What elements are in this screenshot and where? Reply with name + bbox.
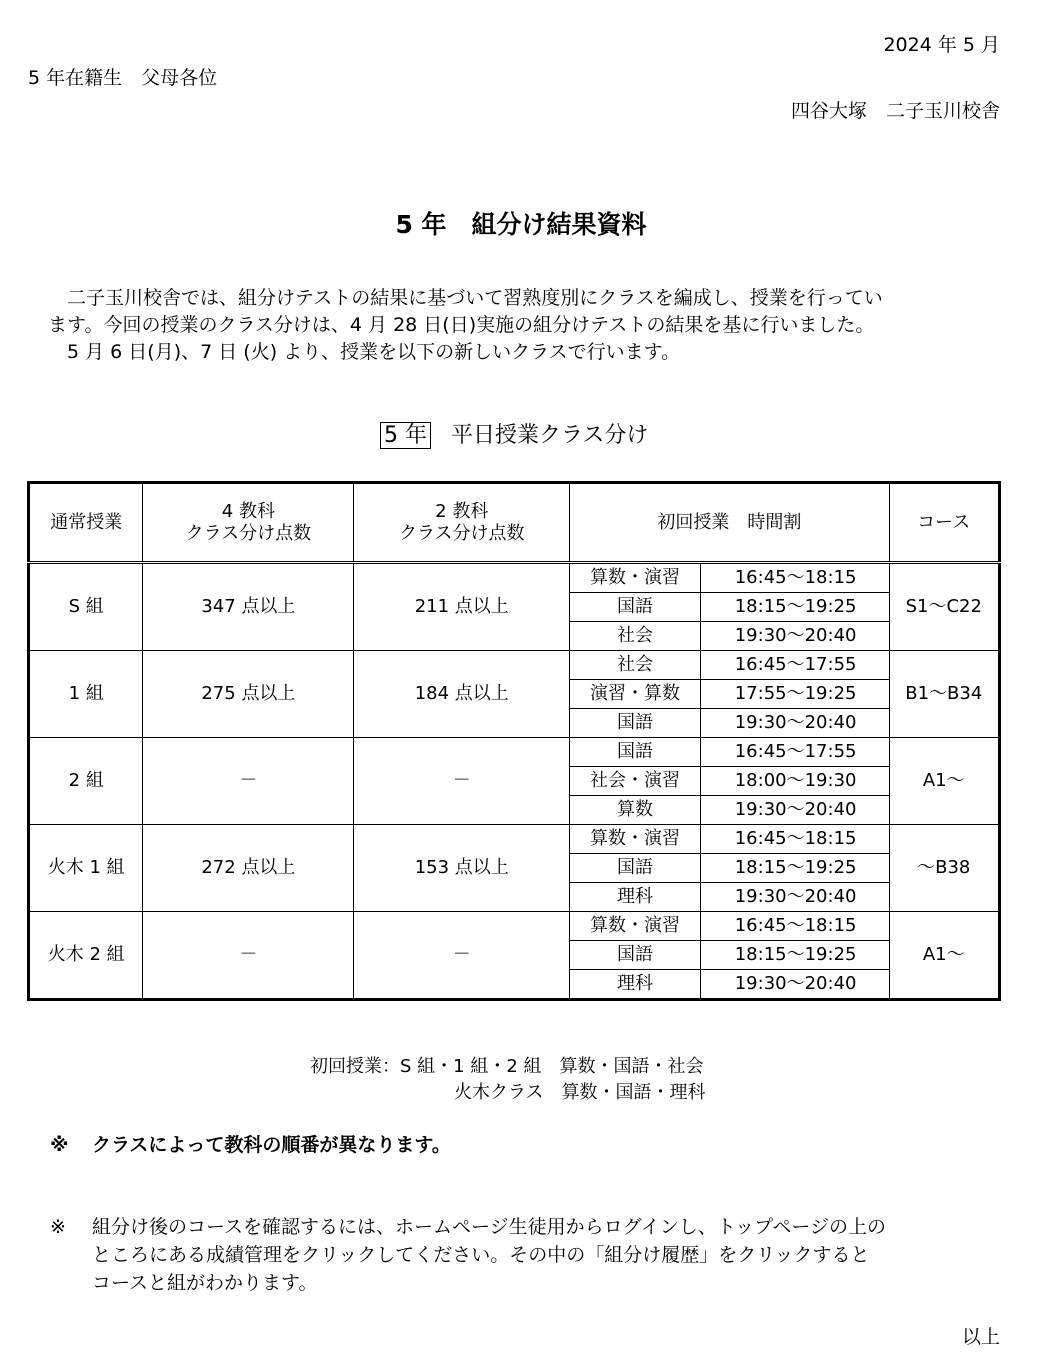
intro-line-2: ます。今回の授業のクラス分けは、4 月 28 日(日)実施の組分けテストの結果を基に行いました。 — [48, 314, 875, 336]
time-cell: 17:55～19:25 — [700, 680, 889, 709]
subject-cell: 社会 — [570, 622, 701, 651]
table-row — [29, 651, 1000, 680]
class-name-cell: S 組 — [29, 563, 143, 651]
course-cell: A1～ — [889, 738, 1000, 825]
score4-cell: 272 点以上 — [143, 825, 354, 912]
time-cell: 16:45～18:15 — [700, 825, 889, 854]
header-score4: 4 教科 クラス分け点数 — [143, 483, 354, 563]
time-cell: 18:00～19:30 — [700, 767, 889, 796]
subject-cell: 算数・演習 — [570, 912, 701, 941]
recipient-line: 5 年在籍生 父母各位 — [28, 67, 218, 89]
subject-cell: 算数・演習 — [570, 563, 701, 593]
note-mark: ※ — [50, 1216, 66, 1238]
time-cell: 16:45～18:15 — [700, 563, 889, 593]
score2-cell: 184 点以上 — [354, 651, 570, 738]
subject-cell: 国語 — [570, 854, 701, 883]
class-schedule-table — [27, 481, 1001, 1001]
subject-cell: 理科 — [570, 970, 701, 1000]
time-cell: 18:15～19:25 — [700, 941, 889, 970]
table-row — [29, 563, 1000, 593]
score4-cell: 347 点以上 — [143, 563, 354, 651]
score4-cell: － — [143, 912, 354, 1000]
document-title: 5 年 組分け結果資料 — [395, 210, 647, 239]
time-cell: 18:15～19:25 — [700, 854, 889, 883]
note-course-check-line-3: コースと組がわかります。 — [92, 1272, 318, 1294]
score2-cell: 153 点以上 — [354, 825, 570, 912]
intro-line-3: 5 月 6 日(月)、7 日 (火) より、授業を以下の新しいクラスで行います。 — [67, 341, 681, 363]
subject-cell: 国語 — [570, 941, 701, 970]
class-name-cell: 火木 1 組 — [29, 825, 143, 912]
score2-cell: － — [354, 738, 570, 825]
time-cell: 16:45～17:55 — [700, 738, 889, 767]
score2-cell: － — [354, 912, 570, 1000]
score4-cell: 275 点以上 — [143, 651, 354, 738]
section-subtitle — [380, 418, 648, 449]
time-cell: 19:30～20:40 — [700, 883, 889, 912]
time-cell: 16:45～18:15 — [700, 912, 889, 941]
score4-cell: － — [143, 738, 354, 825]
first-class-note-line-1: 初回授業：S 組・1 組・2 組 算数・国語・社会 — [310, 1056, 704, 1077]
class-name-cell: 火木 2 組 — [29, 912, 143, 1000]
course-cell: ～B38 — [889, 825, 1000, 912]
header-score2: 2 教科 クラス分け点数 — [354, 483, 570, 563]
time-cell: 19:30～20:40 — [700, 796, 889, 825]
note-mark: ※ — [50, 1134, 69, 1156]
note-subject-order: ※ クラスによって教科の順番が異なります。 — [50, 1134, 451, 1156]
table-row — [29, 738, 1000, 767]
header-course: コース — [889, 483, 1000, 563]
subject-cell: 国語 — [570, 738, 701, 767]
subject-cell: 理科 — [570, 883, 701, 912]
first-class-note-line-2: 火木クラス 算数・国語・理科 — [454, 1082, 706, 1103]
table-row — [29, 825, 1000, 854]
intro-line-1: 二子玉川校舎では、組分けテストの結果に基づいて習熟度別にクラスを編成し、授業を行ってい — [67, 287, 883, 309]
subject-cell: 社会 — [570, 651, 701, 680]
time-cell: 19:30～20:40 — [700, 622, 889, 651]
header-schedule: 初回授業 時間割 — [570, 483, 889, 563]
course-cell: B1～B34 — [889, 651, 1000, 738]
subtitle-text: 平日授業クラス分け — [451, 423, 649, 448]
subject-cell: 算数・演習 — [570, 825, 701, 854]
subject-cell: 国語 — [570, 709, 701, 738]
course-cell: A1～ — [889, 912, 1000, 1000]
grade-box: 5 年 — [380, 422, 431, 449]
class-name-cell: 1 組 — [29, 651, 143, 738]
subject-cell: 演習・算数 — [570, 680, 701, 709]
sender-line: 四谷大塚 二子玉川校舎 — [790, 100, 1000, 122]
score2-cell: 211 点以上 — [354, 563, 570, 651]
time-cell: 16:45～17:55 — [700, 651, 889, 680]
class-name-cell: 2 組 — [29, 738, 143, 825]
closing-text: 以上 — [961, 1326, 1000, 1348]
note-course-check-line-1: ※ 組分け後のコースを確認するには、ホームページ生徒用からログインし、トップページの上の — [50, 1216, 887, 1238]
note-course-check-line-2: ところにある成績管理をクリックしてください。その中の「組分け履歴」をクリックすると — [92, 1244, 870, 1266]
document-date: 2024 年 5 月 — [883, 34, 1000, 56]
table-header-row — [29, 483, 1000, 563]
subject-cell: 算数 — [570, 796, 701, 825]
subject-cell: 国語 — [570, 593, 701, 622]
header-class: 通常授業 — [29, 483, 143, 563]
subject-cell: 社会・演習 — [570, 767, 701, 796]
time-cell: 19:30～20:40 — [700, 709, 889, 738]
course-cell: S1～C22 — [889, 563, 1000, 651]
time-cell: 18:15～19:25 — [700, 593, 889, 622]
table-row — [29, 912, 1000, 941]
time-cell: 19:30～20:40 — [700, 970, 889, 1000]
